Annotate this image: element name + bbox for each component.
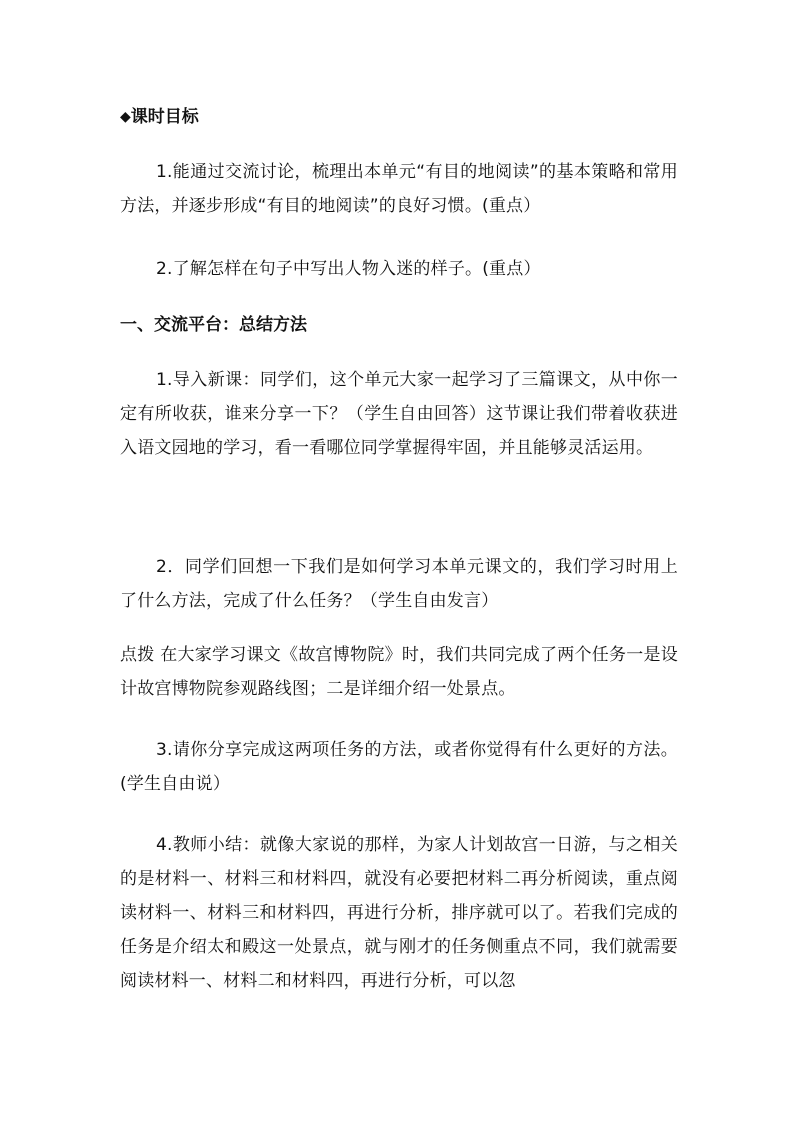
paragraph-tip: 点拨 在大家学习课文《故宫博物院》时，我们共同完成了两个任务一是设计故宫博物院参观路线图；二是详细介绍一处景点。 [120,645,678,699]
diamond-bullet-icon: ◆ [120,109,131,125]
paragraph-review: 2．同学们回想一下我们是如何学习本单元课文的，我们学习时用上了什么方法，完成了什么任务？（学生自由发言） [120,557,678,611]
paragraph-summary: 4.教师小结：就像大家说的那样，为家人计划故宫一日游，与之相关的是材料一、材料三和材料四，就没有必要把材料二再分析阅读，重点阅读材料一、材料三和材料四，再进行分析，排序就可以了。若我们完成的任务是介绍太和殿这一处景点，就与刚才的任务侧重点不同，我们就需要阅读材料一、材料二和材料四，再进行分析，可以忽 [120,835,678,991]
paragraph-intro: 1.导入新课：同学们，这个单元大家一起学习了三篇课文，从中你一定有所收获，谁来分享一下？（学生自由回答）这节课让我们带着收获进入语文园地的学习，看一看哪位同学掌握得牢固，并且能够灵活运用。 [120,370,678,458]
goals-title: 课时目标 [130,107,199,127]
goal-item-2: 2.了解怎样在句子中写出人物入迷的样子。(重点） [156,259,541,279]
section-1-heading: 一、交流平台：总结方法 [120,315,307,335]
paragraph-share: 3.请你分享完成这两项任务的方法，或者你觉得有什么更好的方法。(学生自由说） [120,740,678,794]
goals-heading [120,100,199,134]
goal-item-1: 1.能通过交流讨论，梳理出本单元“有目的地阅读”的基本策略和常用方法，并逐步形成“有目的地阅读”的良好习惯。(重点） [120,162,678,216]
